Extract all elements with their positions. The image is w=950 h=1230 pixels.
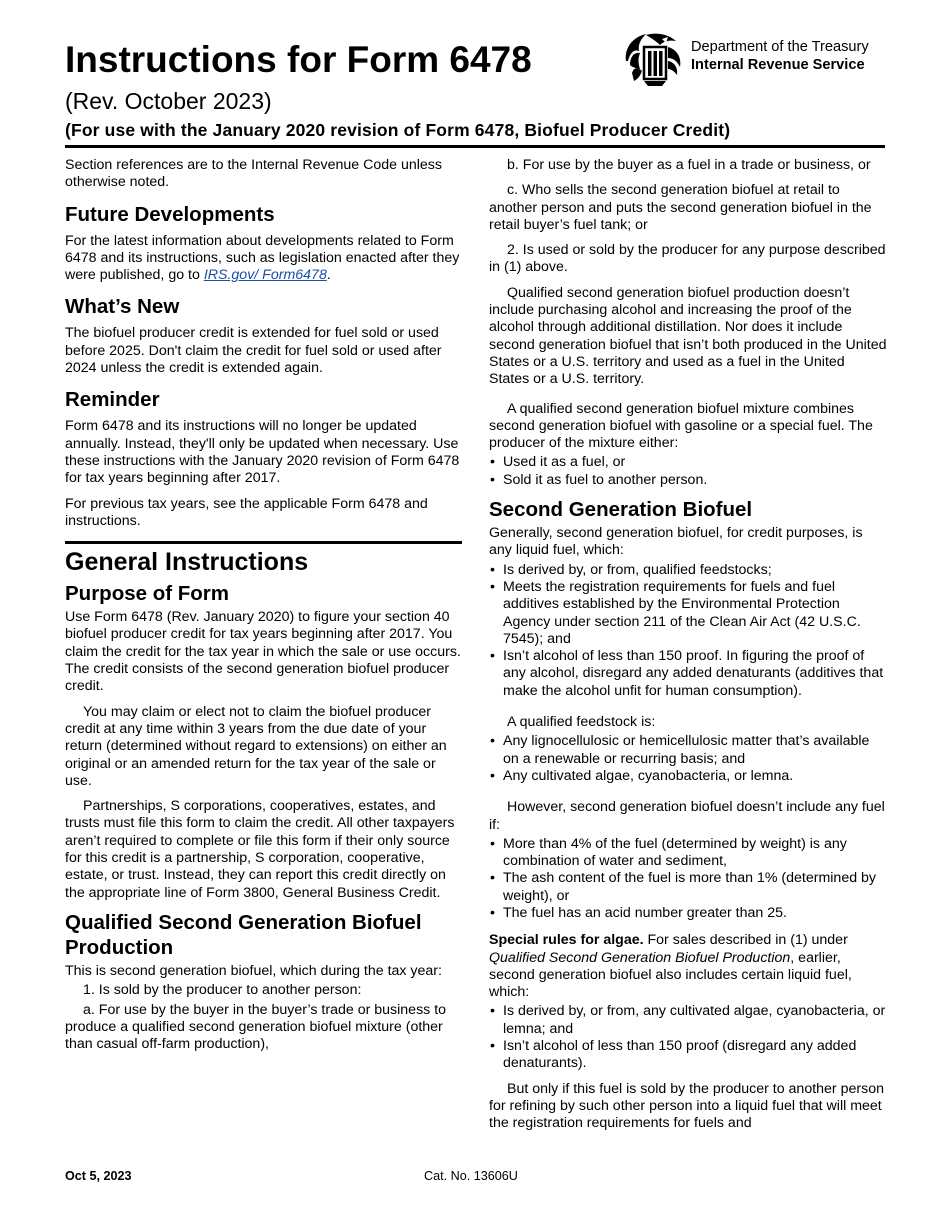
revision-date: (Rev. October 2023) [65, 88, 272, 114]
algae-rules-paragraph [489, 932, 887, 1001]
irs-form6478-link[interactable]: IRS.gov/ Form6478 [203, 267, 327, 284]
agency-name [691, 38, 869, 74]
footer-date: Oct 5, 2023 [65, 1169, 132, 1183]
purpose-paragraph-3: Partnerships, S corporations, cooperatives, estates, and trusts must file this form to claim the credit. All other taxpayers aren’t required to complete or file this form if their only source for this credit is a partnership, S corporation, cooperative, estate, or trust. Instead, they can report this credit directly on the appropriate line of Form 3800, General Business Credit. [65, 798, 455, 901]
sgb-criteria-list [489, 562, 887, 700]
feedstock-list [489, 733, 887, 785]
agency-department: Department of the Treasury [691, 39, 869, 55]
purpose-paragraph-1: Use Form 6478 (Rev. January 2020) to figure your section 40 biofuel producer credit for tax years beginning after 2017. You claim the credit for the tax year in which the sale or use occurs. The credit consists of the second generation biofuel producer credit. [65, 609, 461, 695]
future-developments-heading: Future Developments [65, 202, 275, 226]
irs-eagle-logo-icon [622, 31, 684, 87]
future-developments-text: For the latest information about developments related to Form 6478 and its instructions, such as legislation enacted after they were published, go to [65, 232, 460, 284]
sgb-intro: Generally, second generation biofuel, for credit purposes, is any liquid fuel, which: [489, 525, 863, 559]
general-instructions-heading: General Instructions [65, 548, 309, 577]
algae-rules-label: Special rules for algae. [489, 932, 644, 949]
whats-new-paragraph: The biofuel producer credit is extended for fuel sold or used before 2025. Don't claim the credit for fuel sold or used after 2024 unless the credit is extended again. [65, 325, 442, 377]
qualified-production-heading: Qualified Second Generation Biofuel Production [65, 910, 422, 959]
reminder-paragraph-2: For previous tax years, see the applicable Form 6478 and instructions. [65, 495, 428, 529]
mixture-list [489, 454, 887, 489]
exclusions-list [489, 836, 887, 922]
algae-final-paragraph: But only if this fuel is sold by the producer to another person for refining by such other person into a liquid fuel that will meet the registration requirements for fuels and [489, 1080, 884, 1132]
list-item: • Any cultivated algae, cyanobacteria, or lemna. [489, 768, 887, 785]
purpose-of-form-heading: Purpose of Form [65, 582, 230, 606]
future-developments-end: . [326, 267, 331, 284]
purpose-paragraph-2: You may claim or elect not to claim the biofuel producer credit at any time within 3 years from the due date of your return (determined without regard to extensions) on either an original or an amended return for the tax year of the sale or use. [65, 703, 447, 789]
reminder-paragraph-1: Form 6478 and its instructions will no longer be updated annually. Instead, they'll only be updated when necessary. Use these instructions with the January 2020 revision of Form 6478 for tax years beginning after 2017. [65, 418, 460, 487]
qualified-production-item-1b: b. For use by the buyer as a fuel in a trade or business, or [507, 157, 871, 173]
list-item: • More than 4% of the fuel (determined by weight) is any combination of water and sediment, [489, 836, 887, 871]
algae-list [489, 1003, 887, 1072]
right-column [489, 157, 887, 1141]
list-item: • Isn’t alcohol of less than 150 proof. In figuring the proof of any alcohol, disregard any added denaturants (additives that make the alcohol unfit for human consumption). [489, 648, 887, 700]
list-item: • Isn’t alcohol of less than 150 proof (disregard any added denaturants). [489, 1038, 887, 1073]
form-usage-note: (For use with the January 2020 revision of Form 6478, Biofuel Producer Credit) [65, 120, 731, 140]
reminder-heading: Reminder [65, 388, 160, 412]
list-item: • Sold it as fuel to another person. [489, 472, 887, 489]
left-column [65, 157, 462, 1061]
qualified-production-item-2: 2. Is used or sold by the producer for any purpose described in (1) above. [489, 242, 886, 276]
document-title: Instructions for Form 6478 [65, 39, 532, 80]
list-item: • Meets the registration requirements for fuels and fuel additives established by the Environmental Protection Agency under section 211 of the Clean Air Act (42 U.S.C. 7545); and [489, 579, 887, 648]
list-item: • Used it as a fuel, or [489, 454, 887, 471]
production-exclusions-paragraph: Qualified second generation biofuel production doesn’t include purchasing alcohol and increasing the proof of the alcohol through additional distillation. Nor does it include second generation biofuel that isn’t both produced in the United States or a U.S. territory and used as a fuel in the United States or a U.S. territory. [489, 284, 887, 388]
feedstock-intro: A qualified feedstock is: [507, 714, 656, 731]
agency-irs: Internal Revenue Service [691, 57, 865, 73]
list-item: • Is derived by, or from, qualified feedstocks; [489, 562, 887, 579]
qualified-production-item-1c: c. Who sells the second generation biofuel at retail to another person and puts the second generation biofuel in the retail buyer’s fuel tank; or [489, 182, 872, 233]
exclusions-intro: However, second generation biofuel doesn’t include any fuel if: [489, 799, 885, 833]
second-generation-biofuel-heading: Second Generation Biofuel [489, 498, 753, 522]
intro-paragraph: Section references are to the Internal Revenue Code unless otherwise noted. [65, 157, 442, 191]
mixture-paragraph: A qualified second generation biofuel mixture combines second generation biofuel with gasoline or a special fuel. The producer of the mixture either: [489, 400, 873, 452]
list-item: • The ash content of the fuel is more than 1% (determined by weight), or [489, 870, 887, 905]
algae-text-2: , earlier, second generation biofuel also includes certain liquid fuel, which: [489, 949, 852, 1001]
list-item: • Is derived by, or from, any cultivated algae, cyanobacteria, or lemna; and [489, 1003, 887, 1038]
header-rule [65, 145, 885, 148]
qualified-production-item-1: 1. Is sold by the producer to another person: [83, 982, 362, 999]
algae-emphasis: Qualified Second Generation Biofuel Production [489, 949, 791, 966]
qualified-production-item-1a: a. For use by the buyer in the buyer’s trade or business to produce a qualified second generation biofuel mixture (other than casual off-farm production), [65, 1001, 447, 1053]
qualified-production-intro: This is second generation biofuel, which during the tax year: [65, 962, 442, 979]
list-item: • The fuel has an acid number greater than 25. [489, 905, 887, 922]
whats-new-heading: What’s New [65, 295, 180, 319]
list-item: • Any lignocellulosic or hemicellulosic matter that’s available on a renewable or recurring basis; and [489, 733, 887, 768]
future-developments-paragraph [65, 233, 462, 285]
algae-text-1: For sales described in (1) under [643, 932, 848, 949]
footer-catalog-number: Cat. No. 13606U [424, 1169, 518, 1183]
general-instructions-rule [65, 541, 462, 544]
